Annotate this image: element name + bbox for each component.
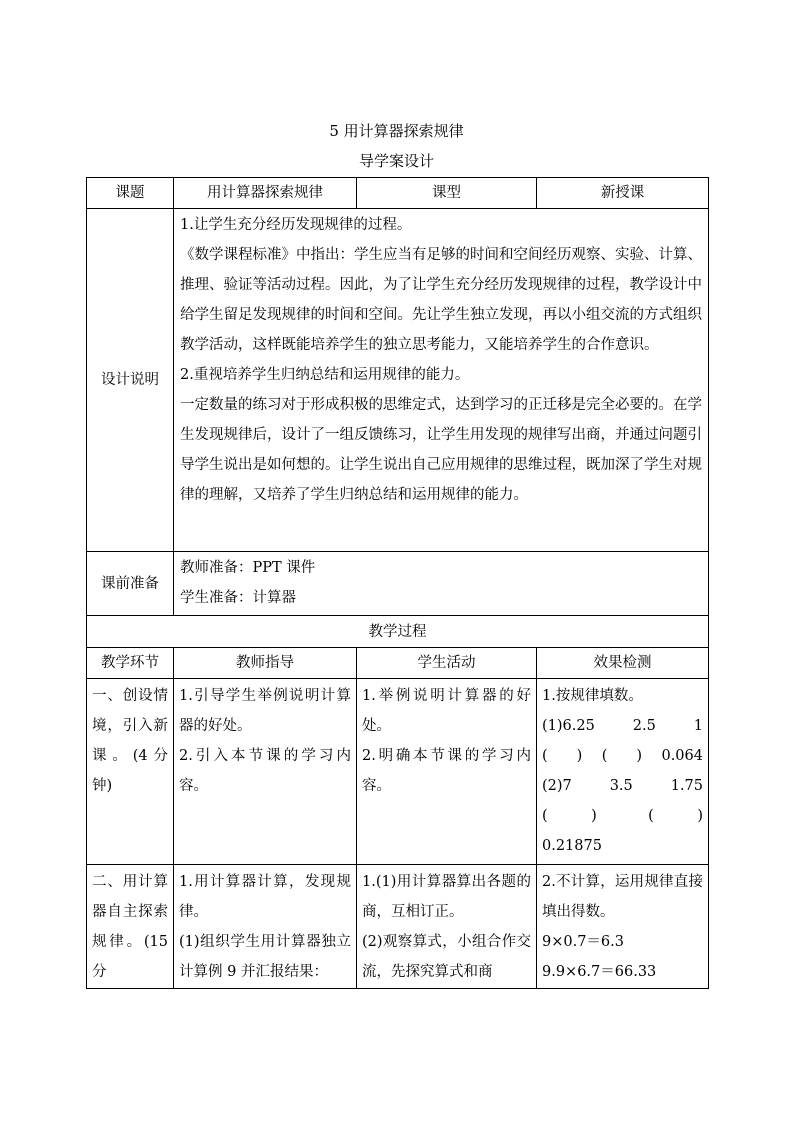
stage-1-row (87, 679, 709, 865)
stage-2-row (87, 865, 709, 989)
check-1-seq-2-blanks (542, 801, 703, 831)
design-note-4: 一定数量的练习对于形成积极的思维定式，达到学习的正迁移是完全必要的。在学生发现规律后，设计了一组反馈练习，让学生用发现的规律写出商，并通过问题引导学生说出是如何想的。让学生说出自己应用规律的思维过程，既加深了学生对规律的理解，又培养了学生归纳总结和运用规律的能力。 (180, 397, 702, 503)
seq-1-d: 0.064 (661, 748, 703, 764)
blank-4: ( ) (648, 808, 703, 824)
process-title: 教学过程 (87, 616, 709, 648)
process-title-row (87, 616, 709, 648)
seq-1-a: (1)6.25 (542, 718, 595, 734)
stage-2-teacher-1: 1.用计算器计算，发现规律。 (179, 874, 351, 920)
stage-2-teacher-2: (1)组织学生用计算器独立计算例 9 并汇报结果： (179, 934, 351, 980)
stage-2-student-2: (2)观察算式，小组合作交流，先探究算式和商 (362, 934, 531, 980)
seq-2-a: (2)7 (542, 778, 572, 794)
design-notes-row (87, 209, 709, 552)
document-title: 5 用计算器探索规律 (329, 122, 464, 140)
col-teacher: 教师指导 (174, 648, 357, 679)
stage-2-check-3: 9.9×6.7＝66.33 (542, 964, 657, 980)
stage-1-student-1: 1.举例说明计算器的好处。 (362, 688, 531, 734)
check-1-seq-1-blanks (542, 741, 703, 771)
process-header-row (87, 648, 709, 679)
stage-2-check-2: 9×0.7＝6.3 (542, 934, 624, 950)
seq-2-b: 3.5 (609, 778, 633, 794)
header-row (87, 178, 709, 209)
stage-2-teacher (174, 865, 357, 989)
design-note-2: 《数学课程标准》中指出：学生应当有足够的时间和空间经历观察、实验、计算、推理、验证等活动过程。因此，为了让学生充分经历发现规律的过程，教学设计中给学生留足发现规律的时间和空间。先让学生独立发现，再以小组交流的方式组织教学活动，这样既能培养学生的独立思考能力，又能培养学生的合作意识。 (180, 247, 702, 353)
stage-2-student-1: 1.(1)用计算器算出各题的商，互相订正。 (362, 874, 531, 920)
seq-2-d: 0.21875 (542, 838, 602, 854)
lesson-plan-table (86, 177, 709, 989)
type-value: 新授课 (537, 178, 709, 209)
prep-label: 课前准备 (87, 552, 174, 616)
prep-row (87, 552, 709, 616)
seq-2-c: 1.75 (670, 778, 703, 794)
stage-1-student-2: 2.明确本节课的学习内容。 (362, 748, 531, 794)
stage-2-student (357, 865, 537, 989)
type-label: 课型 (357, 178, 537, 209)
design-notes-content (174, 209, 709, 552)
col-check: 效果检测 (537, 648, 709, 679)
stage-1-teacher-1: 1.引导学生举例说明计算器的好处。 (179, 688, 351, 734)
check-1-title: 1.按规律填数。 (542, 688, 643, 704)
design-note-1: 1.让学生充分经历发现规律的过程。 (180, 217, 412, 233)
topic-value: 用计算器探索规律 (174, 178, 357, 209)
blank-3: ( ) (542, 808, 597, 824)
col-student: 学生活动 (357, 648, 537, 679)
topic-label: 课题 (87, 178, 174, 209)
stage-1-student (357, 679, 537, 865)
document-subtitle: 导学案设计 (358, 152, 434, 170)
blank-1: ( ) (542, 748, 583, 764)
teacher-prep: 教师准备：PPT 课件 (180, 560, 316, 576)
stage-1-teacher-2: 2.引入本节课的学习内容。 (179, 748, 351, 794)
student-prep: 学生准备：计算器 (180, 590, 296, 606)
stage-2-check-1: 2.不计算，运用规律直接填出得数。 (542, 874, 703, 920)
stage-2-name: 二、用计算器自主探索规律。(15分 (87, 865, 174, 989)
seq-1-c: 1 (693, 718, 703, 734)
seq-1-b: 2.5 (632, 718, 656, 734)
stage-1-teacher (174, 679, 357, 865)
col-stage: 教学环节 (87, 648, 174, 679)
stage-1-check (537, 679, 709, 865)
design-note-3: 2.重视培养学生归纳总结和运用规律的能力。 (180, 367, 470, 383)
check-1-seq-1 (542, 711, 703, 741)
check-1-seq-2 (542, 771, 703, 801)
stage-2-check (537, 865, 709, 989)
blank-2: ( ) (601, 748, 643, 764)
design-notes-label: 设计说明 (87, 209, 174, 552)
prep-content (174, 552, 709, 616)
stage-1-name: 一、创设情境，引入新课。(4分钟) (87, 679, 174, 865)
